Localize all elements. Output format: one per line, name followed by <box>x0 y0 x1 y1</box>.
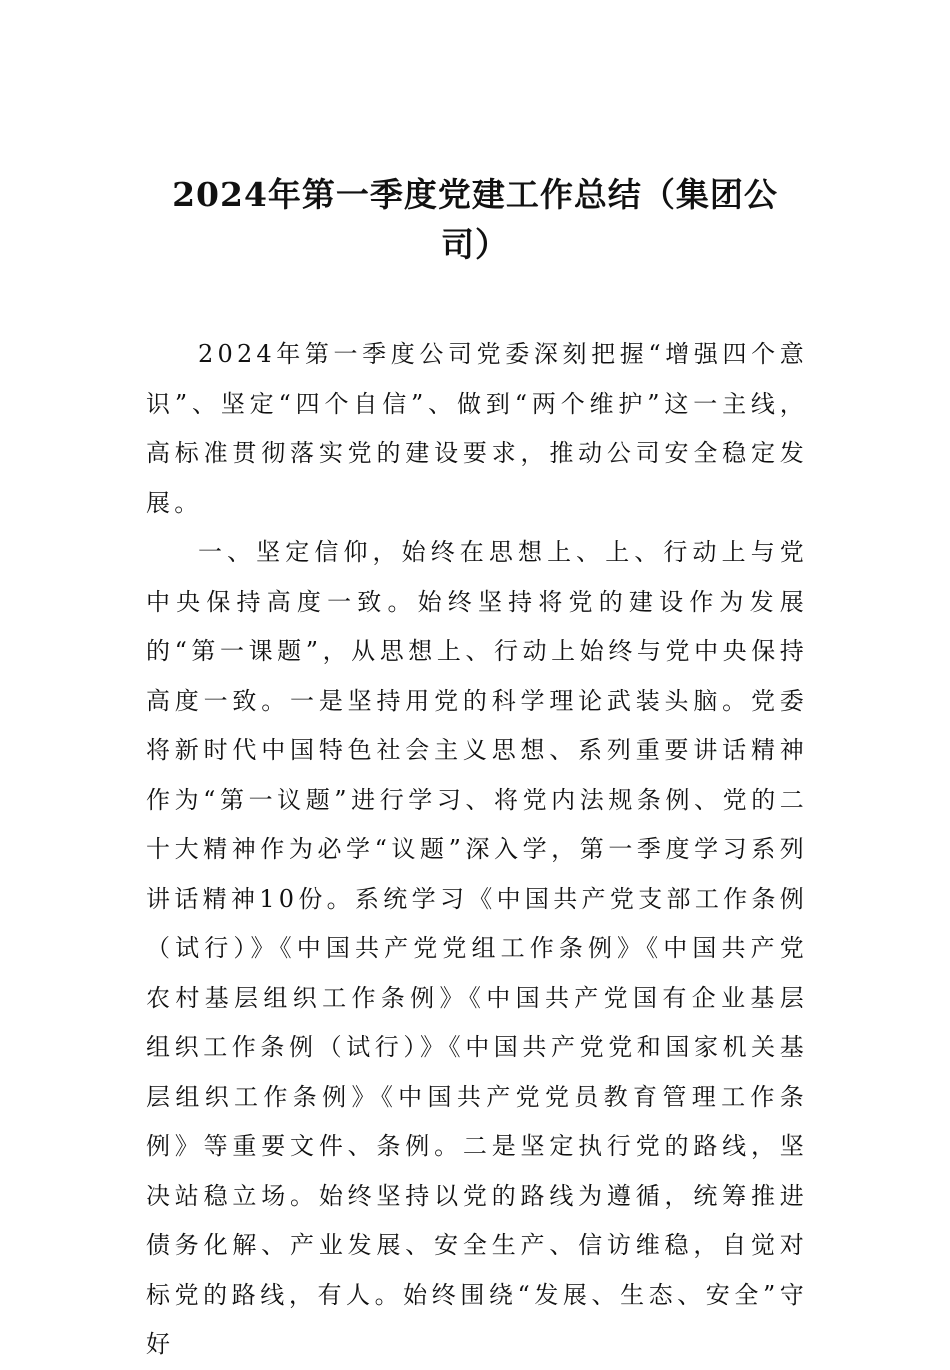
paragraph-intro: 2024年第一季度公司党委深刻把握“增强四个意识”、坚定“四个自信”、做到“两个维护”这一主线，高标准贯彻落实党的建设要求，推动公司安全稳定发展。 <box>146 340 808 517</box>
document-body <box>146 330 808 1370</box>
paragraph-section-one: 一、坚定信仰，始终在思想上、上、行动上与党中央保持高度一致。始终坚持将党的建设作为发展的“第一课题”，从思想上、行动上始终与党中央保持高度一致。一是坚持用党的科学理论武装头脑。党委将新时代中国特色社会主义思想、系列重要讲话精神作为“第一议题”进行学习、将党内法规条例、党的二十大精神作为必学“议题”深入学，第一季度学习系列讲话精神10份。系统学习《中国共产党支部工作条例（试行）》《中国共产党党组工作条例》《中国共产党农村基层组织工作条例》《中国共产党国有企业基层组织工作条例（试行）》《中国共产党党和国家机关基层组织工作条例》《中国共产党党员教育管理工作条例》等重要文件、条例。二是坚定执行党的路线，坚决站稳立场。始终坚持以党的路线为遵循，统筹推进债务化解、产业发展、安全生产、信访维稳，自觉对标党的路线，有人。始终围绕“发展、生态、安全”守好 <box>146 538 808 1358</box>
document-title: 2024年第一季度党建工作总结（集团公司） <box>172 175 778 264</box>
